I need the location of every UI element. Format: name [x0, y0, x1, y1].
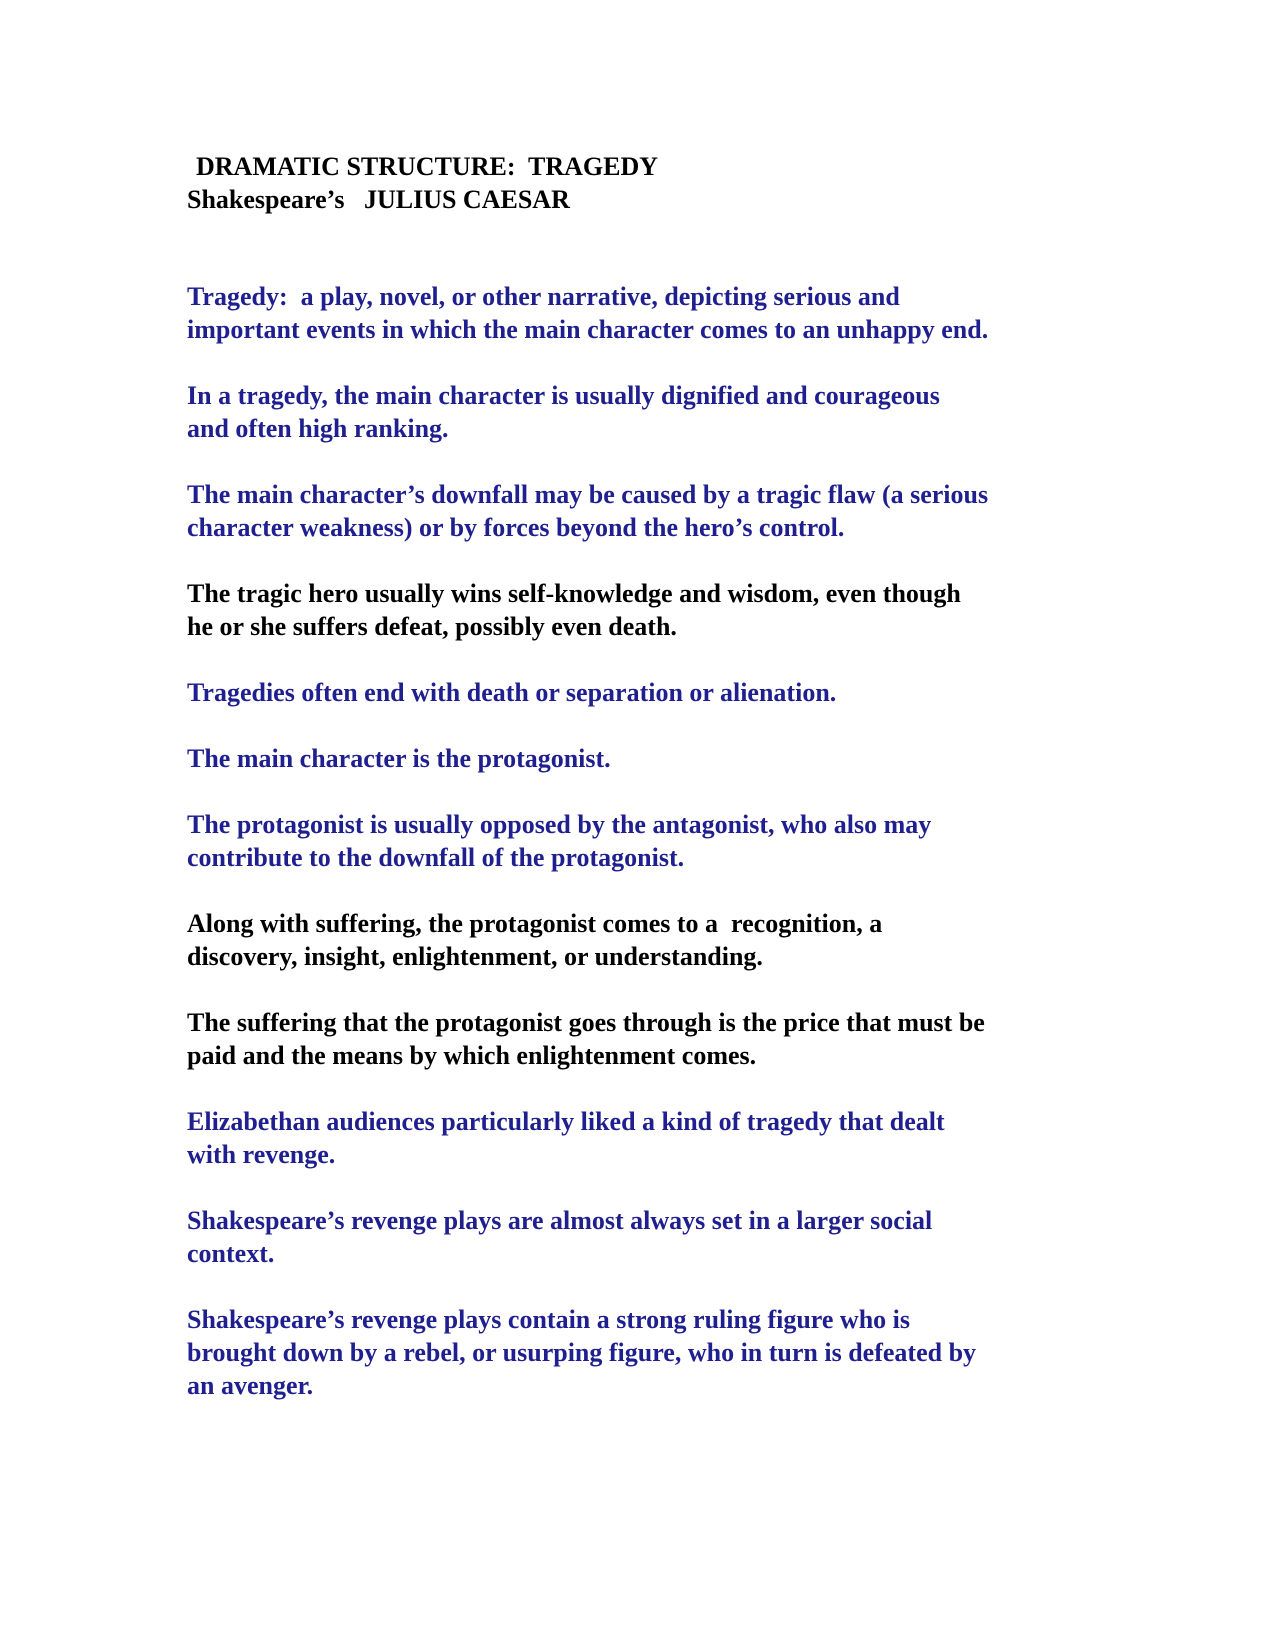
paragraph-line: important events in which the main character comes to an unhappy end. [187, 315, 989, 344]
paragraph-line: character weakness) or by forces beyond the hero’s control. [187, 513, 845, 542]
paragraph-line: The main character is the protagonist. [187, 744, 611, 773]
paragraph-line: an avenger. [187, 1371, 314, 1400]
paragraph-line: Tragedies often end with death or separation or alienation. [187, 678, 837, 707]
paragraph-line: Shakespeare’s revenge plays are almost always set in a larger social [187, 1206, 933, 1235]
paragraph-line: brought down by a rebel, or usurping figure, who in turn is defeated by [187, 1338, 977, 1367]
paragraph-line: The main character’s downfall may be caused by a tragic flaw (a serious [187, 480, 989, 509]
document-subtitle: Shakespeare’s JULIUS CAESAR [187, 185, 570, 214]
paragraph [187, 808, 1087, 874]
paragraph [187, 478, 1087, 544]
title-block [187, 150, 1087, 216]
document-title: DRAMATIC STRUCTURE: TRAGEDY [196, 152, 659, 181]
paragraph [187, 1204, 1087, 1270]
paragraph-line: Along with suffering, the protagonist comes to a recognition, a [187, 909, 883, 938]
paragraph-line: paid and the means by which enlightenment comes. [187, 1041, 757, 1070]
paragraph-line: Tragedy: a play, novel, or other narrative, depicting serious and [187, 282, 900, 311]
paragraph [187, 1006, 1087, 1072]
paragraph-line: The tragic hero usually wins self-knowledge and wisdom, even though [187, 579, 961, 608]
paragraph-line: with revenge. [187, 1140, 336, 1169]
paragraph [187, 577, 1087, 643]
document-content [187, 150, 1087, 1435]
paragraph-line: The suffering that the protagonist goes through is the price that must be [187, 1008, 985, 1037]
paragraph-line: discovery, insight, enlightenment, or understanding. [187, 942, 763, 971]
paragraph-line: he or she suffers defeat, possibly even death. [187, 612, 677, 641]
paragraph-line: The protagonist is usually opposed by the antagonist, who also may [187, 810, 932, 839]
paragraph [187, 280, 1087, 346]
paragraph [187, 742, 1087, 775]
paragraph-line: and often high ranking. [187, 414, 449, 443]
paragraph-line: In a tragedy, the main character is usually dignified and courageous [187, 381, 940, 410]
paragraph-line: Elizabethan audiences particularly liked a kind of tragedy that dealt [187, 1107, 945, 1136]
paragraph-list [187, 280, 1087, 1402]
paragraph [187, 907, 1087, 973]
paragraph-line: Shakespeare’s revenge plays contain a strong ruling figure who is [187, 1305, 910, 1334]
paragraph [187, 1105, 1087, 1171]
paragraph-line: context. [187, 1239, 275, 1268]
paragraph [187, 1303, 1087, 1402]
paragraph [187, 379, 1087, 445]
paragraph-line: contribute to the downfall of the protagonist. [187, 843, 685, 872]
paragraph [187, 676, 1087, 709]
